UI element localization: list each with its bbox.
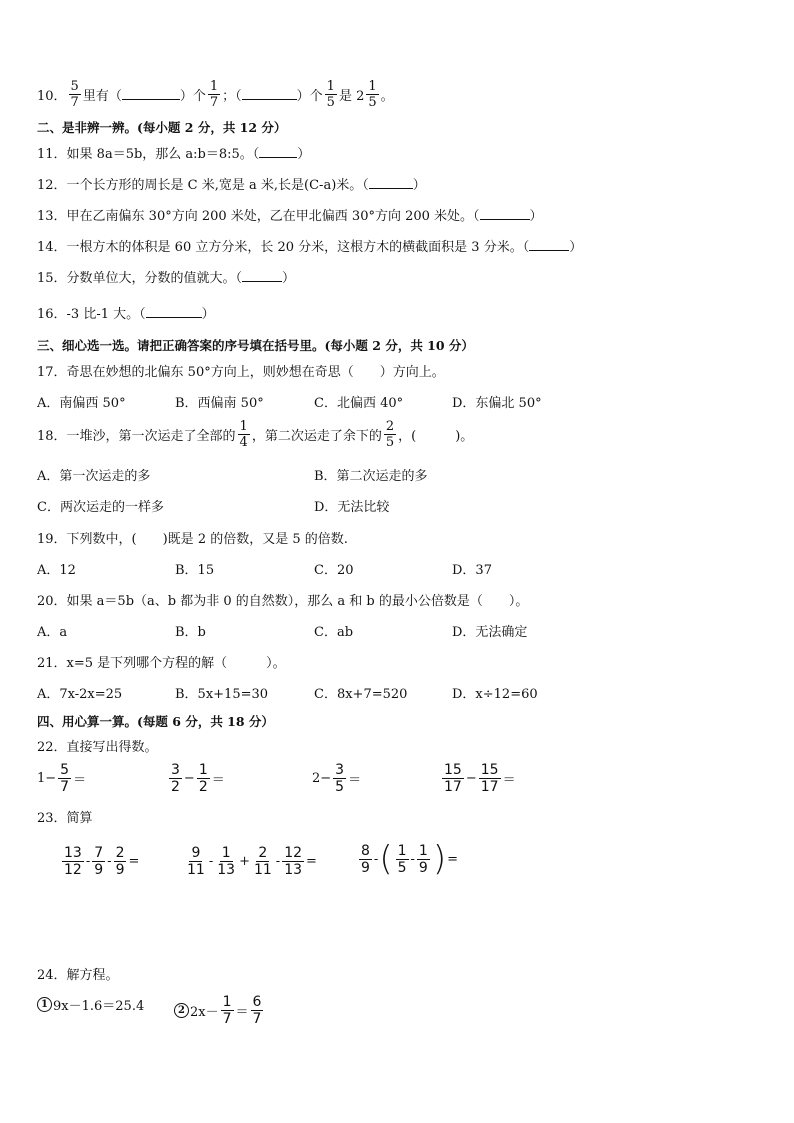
section-3-heading: 三、细心选一选。请把正确答案的序号填在括号里。(每小题 2 分，共 10 分）	[37, 338, 474, 353]
question-24: 24．解方程。	[37, 968, 119, 983]
expression-2: $\frac{3}{2}$ − $\frac{1}{2}$ ＝	[171, 762, 225, 795]
answer-blank[interactable]	[146, 307, 202, 318]
option-c[interactable]: C．两次运走的一样多	[37, 500, 164, 515]
option-d[interactable]: D．37	[452, 563, 492, 578]
q10-text: 是 2	[338, 89, 365, 104]
left-paren: (	[379, 839, 393, 879]
fraction: $\frac{1}{7}$	[209, 79, 219, 110]
fraction: $\frac{1}{5}$	[368, 79, 377, 110]
question-13: 13．甲在乙南偏东 30°方向 200 米处，乙在甲北偏西 30°方向 200 米处。（ ）	[37, 209, 543, 224]
section-4-heading: 四、用心算一算。(每题 6 分，共 18 分）	[37, 714, 274, 729]
fraction: $\frac{1}{4}$	[239, 419, 248, 450]
equation-2: 2 2x－ $\frac{1}{7}$ ＝ $\frac{6}{7}$	[174, 995, 265, 1026]
expression-1: 1− $\frac{5}{7}$ ＝	[37, 762, 87, 795]
q10-text: ）个	[296, 89, 323, 104]
option-c[interactable]: C．北偏西 40°	[314, 396, 404, 411]
circled-number: 1	[37, 997, 52, 1012]
option-c[interactable]: C．ab	[314, 625, 354, 640]
question-15: 15．分数单位大，分数的值就大。（ ）	[37, 271, 296, 286]
option-d[interactable]: D．无法比较	[314, 500, 390, 515]
option-d[interactable]: D．无法确定	[452, 625, 528, 640]
option-a[interactable]: A．7x-2x=25	[37, 687, 123, 702]
section-2-heading: 二、是非辨一辨。(每小题 2 分，共 12 分）	[37, 120, 287, 135]
answer-blank[interactable]	[369, 178, 413, 189]
option-a[interactable]: A．第一次运走的多	[37, 469, 151, 484]
expression-3: $\frac{8}{9}$ - ( $\frac{1}{5}$ - $\frac{1}{9}$ ) =	[361, 839, 459, 879]
fraction: $\frac{5}{7}$	[70, 79, 79, 110]
expression-1: $\frac{13}{12}$ - $\frac{7}{9}$ - $\frac{2}{9}$ =	[64, 845, 140, 878]
q10-text: 里有（	[82, 89, 122, 104]
option-c[interactable]: C．8x+7=520	[314, 687, 408, 702]
answer-blank[interactable]	[242, 271, 282, 282]
question-11: 11．如果 8a＝5b，那么 a:b＝8:5。（ ）	[37, 147, 311, 162]
question-21: 21．x=5 是下列哪个方程的解（ ）。	[37, 656, 286, 671]
question-10	[37, 80, 394, 109]
expression-2: $\frac{9}{11}$ - $\frac{1}{13}$ + $\frac{2}{11}$ - $\frac{12}{13}$ =	[187, 845, 317, 878]
q10-text: 。	[380, 89, 394, 104]
answer-blank[interactable]	[122, 89, 180, 100]
circled-number: 2	[174, 1003, 189, 1018]
q10-number: 10．	[37, 89, 67, 104]
option-c[interactable]: C．20	[314, 563, 354, 578]
answer-blank[interactable]	[259, 147, 297, 158]
question-18: 18．一堆沙，第一次运走了全部的 $\frac{1}{4}$ ，第二次运走了余下的 $\frac{2}{5}$ ，( )。	[37, 419, 474, 450]
expression-3: 2− $\frac{3}{5}$ ＝	[312, 762, 362, 795]
option-b[interactable]: B．第二次运走的多	[314, 469, 428, 484]
answer-blank[interactable]	[242, 89, 297, 100]
question-23: 23．简算	[37, 811, 93, 826]
question-12: 12．一个长方形的周长是 C 米,宽是 a 米,长是(C-a)米。（ ）	[37, 178, 426, 193]
question-17: 17．奇思在妙想的北偏东 50°方向上，则妙想在奇思（ ）方向上。	[37, 365, 445, 380]
option-a[interactable]: A．12	[37, 563, 76, 578]
option-b[interactable]: B．西偏南 50°	[175, 396, 264, 411]
option-a[interactable]: A．a	[37, 625, 68, 640]
option-b[interactable]: B．5x+15=30	[175, 687, 269, 702]
right-paren: )	[432, 839, 447, 879]
q10-text: ；（	[222, 89, 242, 104]
expression-4: $\frac{15}{17}$ − $\frac{15}{17}$ ＝	[444, 762, 516, 795]
option-b[interactable]: B．15	[175, 563, 215, 578]
option-a[interactable]: A．南偏西 50°	[37, 396, 126, 411]
option-d[interactable]: D．东偏北 50°	[452, 396, 542, 411]
option-b[interactable]: B．b	[175, 625, 206, 640]
question-20: 20．如果 a＝5b（a、b 都为非 0 的自然数），那么 a 和 b 的最小公倍数是（ ）。	[37, 594, 529, 609]
equation-1: 1 9x－1.6＝25.4	[37, 995, 144, 1014]
q10-text: ）个	[179, 89, 206, 104]
answer-blank[interactable]	[480, 209, 530, 220]
fraction: $\frac{2}{5}$	[385, 419, 395, 450]
answer-blank[interactable]	[529, 240, 569, 251]
fraction: $\frac{1}{5}$	[326, 79, 335, 110]
question-14: 14．一根方木的体积是 60 立方分米，长 20 分米，这根方木的横截面积是 3 分米。（ ）	[37, 240, 583, 255]
option-d[interactable]: D．x÷12=60	[452, 687, 538, 702]
question-19: 19．下列数中，( )既是 2 的倍数，又是 5 的倍数.	[37, 532, 348, 547]
question-16: 16．-3 比-1 大。（ ）	[37, 307, 215, 322]
question-22: 22．直接写出得数。	[37, 740, 158, 755]
